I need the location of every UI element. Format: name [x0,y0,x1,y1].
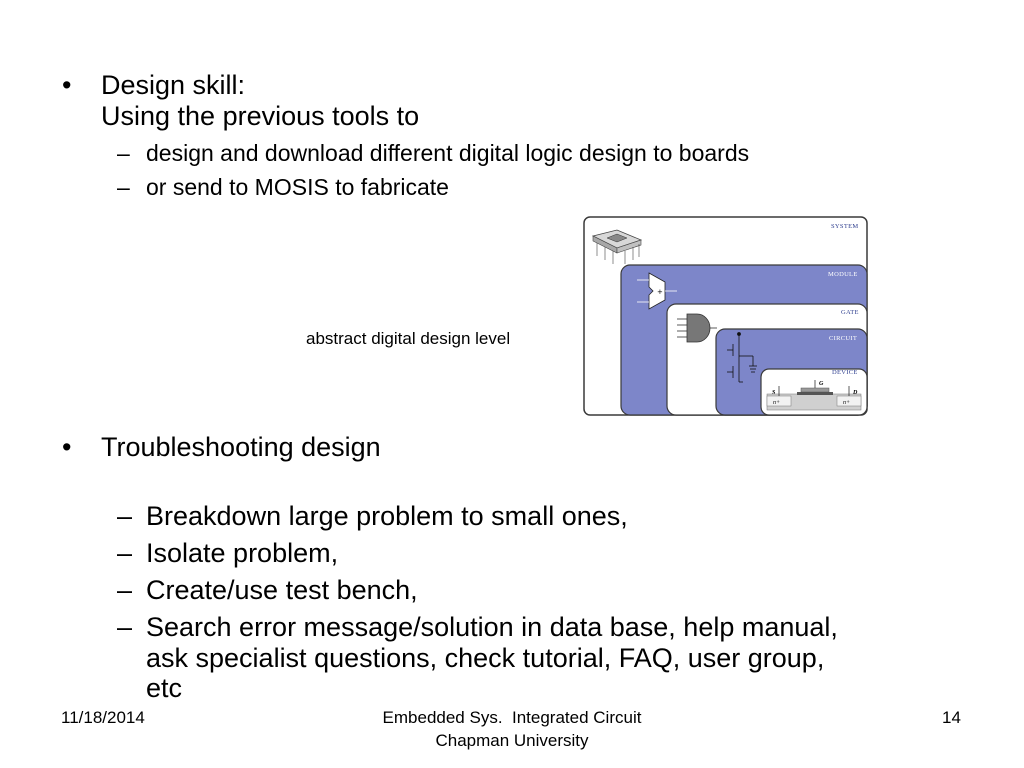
design-item-download: design and download different digital logic design to boards [146,140,750,166]
device-level-label: DEVICE [832,369,858,376]
footer-course: Embedded Sys. Integrated Circuit [382,708,642,727]
design-levels-figure [583,216,869,418]
alu-plus-label: + [657,288,663,296]
n-plus-right-label: n+ [843,400,851,406]
design-skill-heading: Design skill: [101,70,246,100]
dash-item-2: – [117,174,130,200]
dash-ts-1: – [117,501,133,531]
module-level-label: MODULE [828,271,858,278]
ts-item-search: Search error message/solution in data base, help manual, [146,612,838,642]
troubleshooting-heading: Troubleshooting design [101,432,381,462]
dash-ts-4: – [117,612,133,642]
drain-label: D [853,390,858,396]
ts-item-search-cont-1: ask specialist questions, check tutorial, FAQ, user group, [146,643,825,673]
dash-item-1: – [117,140,130,166]
ts-item-search-cont-2: etc [146,673,183,703]
footer-date: 11/18/2014 [61,708,145,727]
dash-ts-3: – [117,575,133,605]
ts-item-isolate: Isolate problem, [146,538,339,568]
footer-center [312,706,712,752]
design-item-mosis: or send to MOSIS to fabricate [146,174,449,200]
n-plus-left-label: n+ [773,400,781,406]
source-label: S [772,390,776,396]
dash-ts-2: – [117,538,133,568]
footer-page-number: 14 [942,708,961,727]
bullet-design-skill: • [62,70,72,100]
figure-caption: abstract digital design level [306,329,511,348]
footer-university: Chapman University [435,731,589,750]
gate-label: G [819,381,824,387]
system-level-label: SYSTEM [831,223,859,230]
ts-item-testbench: Create/use test bench, [146,575,418,605]
circuit-level-label: CIRCUIT [829,335,858,342]
design-skill-subheading: Using the previous tools to [101,101,420,131]
bullet-troubleshooting: • [62,432,72,462]
gate-level-label: GATE [841,309,859,316]
ts-item-breakdown: Breakdown large problem to small ones, [146,501,628,531]
